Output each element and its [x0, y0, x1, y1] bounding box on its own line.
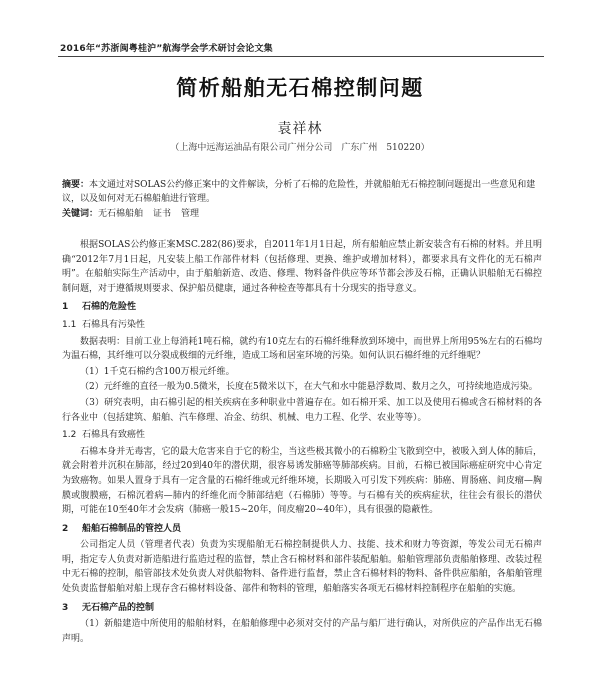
- abstract: [62, 178, 540, 206]
- keywords: [62, 207, 540, 221]
- body-paragraph: 石棉本身并无毒害，它的最大危害来自于它的粉尘，当这些极其微小的石棉粉尘飞散到空中，被吸入到人体的肺后，就会附着并沉积在肺部，经过20到40年的潜伏期，很容易诱发肺癌等肺部疾病。目前，石棉已被国际癌症研究中心肯定为致癌物。如果人置身于具有一定含量的石棉纤维或元纤维环境，长期吸入可引发下列疾病：肺癌、胃肠癌、间皮瘤—胸膜或腹膜癌，石棉沉着病—肺内的纤维化而令肺部结疤（石棉肺）等等。与石棉有关的疾病症状，往往会有很长的潜伏期，可能在10至40年才会发病（肺癌一般15~20年，间皮瘤20~40年），具有很强的隐蔽性。: [62, 446, 542, 516]
- running-head: 2016年“苏浙闽粤桂沪”航海学会学术研讨会论文集: [60, 44, 273, 54]
- keywords-label: 关键词：: [62, 209, 99, 219]
- abstract-label: 摘要：: [62, 180, 90, 190]
- subsection-title: 石棉具有致癌性: [82, 430, 146, 441]
- list-paragraph: （3）研究表明，由石棉引起的相关疾病在多种职业中普遍存在。如石棉开采、加工以及使用石棉或含石棉材料的各行各业中（包括建筑、船舶、汽车修理、冶金、纺织、机械、电力工程、化学、农业等等）。: [62, 397, 542, 423]
- keyword-item: 证书: [153, 209, 172, 219]
- keyword-item: 无石棉船舶: [98, 209, 144, 219]
- body-text: [62, 238, 542, 649]
- author-name: 袁祥林: [277, 121, 323, 137]
- list-paragraph: （1）1千克石棉约含100万根元纤维。: [80, 366, 235, 377]
- section-title: 无石棉产品的控制: [82, 602, 155, 613]
- section-number: 1: [62, 302, 69, 313]
- section-heading: [62, 522, 542, 537]
- body-paragraph: （1）新船建造中所使用的船舶材料，在船舶修理中必须对交付的产品与船厂进行确认，对所供应的产品作出无石棉声明。: [62, 619, 542, 644]
- subsection-heading: [62, 318, 542, 333]
- subsection-title: 石棉具有污染性: [82, 319, 146, 330]
- subsection-number: 1.2: [62, 430, 77, 441]
- subsection-heading: [62, 428, 542, 443]
- abstract-text: 本文通过对SOLAS公约修正案中的文件解读，分析了石棉的危险性，并就船舶无石棉控制问题提出一些意见和建议，以及如何对无石棉船舶进行管理。: [62, 180, 536, 204]
- subsection-number: 1.1: [62, 319, 77, 330]
- section-heading: [62, 300, 542, 315]
- header-rule: [58, 56, 544, 57]
- list-paragraph: （2）元纤维的直径一般为0.5微米，长度在5微米以下，在大气和水中能悬浮数周、数月之久，可持续地造成污染。: [80, 382, 538, 393]
- body-paragraph: 公司指定人员（管理者代表）负责为实现船舶无石棉控制提供人力、技能、技术和财力等资源，等发公司无石棉声明，指定专人负责对新造船进行监造过程的监督，禁止含石棉材料和部件装配船舶。船舶管理部负责船舶修理、改装过程中无石棉的控制，船管部技术处负责人对供船物料、备件进行监督，禁止含石棉材料的物料、备件供应船舶，各船舶管理处负责监督船舶对船上现存含石棉材料设备、部件和物料的管理，船舶落实各项无石棉材料控制程序在船舶的实施。: [62, 540, 542, 595]
- affiliation: （上海中远海运油品有限公司广州分公司 广东广州 510220）: [170, 143, 430, 153]
- section-heading: [62, 601, 542, 616]
- section-title: 船舶石棉制品的管控人员: [82, 523, 182, 534]
- paper-title: 简析船舶无石棉控制问题: [176, 76, 424, 100]
- section-title: 石棉的危险性: [82, 302, 137, 313]
- section-number: 3: [62, 602, 69, 613]
- intro-paragraph: 根据SOLAS公约修正案MSC.282(86)要求，自2011年1月1日起，所有船舶应禁止新安装含有石棉的材料。并且明确“2012年7月1日起，凡安装上船工作部件材料（包括修理、更换、维护或增加材料），都要求具有文件化的无石棉声明”。在船舶实际生产活动中，由于船舶新造、改造、修理、物料备件供应等环节都会涉及石棉，正确认识船舶无石棉控制问题，对于遵循规则要求、保护船员健康，通过各种检查等都具有十分现实的指导意义。: [62, 240, 542, 294]
- section-number: 2: [62, 523, 69, 534]
- keyword-item: 管理: [181, 209, 200, 219]
- body-paragraph: 数据表明：目前工业上每消耗1吨石棉，就约有10克左右的石棉纤维释放到环境中，而世界上所用95%左右的石棉均为温石棉，其纤维可以分裂成极细的元纤维，造成工场和居室环境的污染。如何认识石棉纤维的元纤维呢？: [62, 336, 542, 362]
